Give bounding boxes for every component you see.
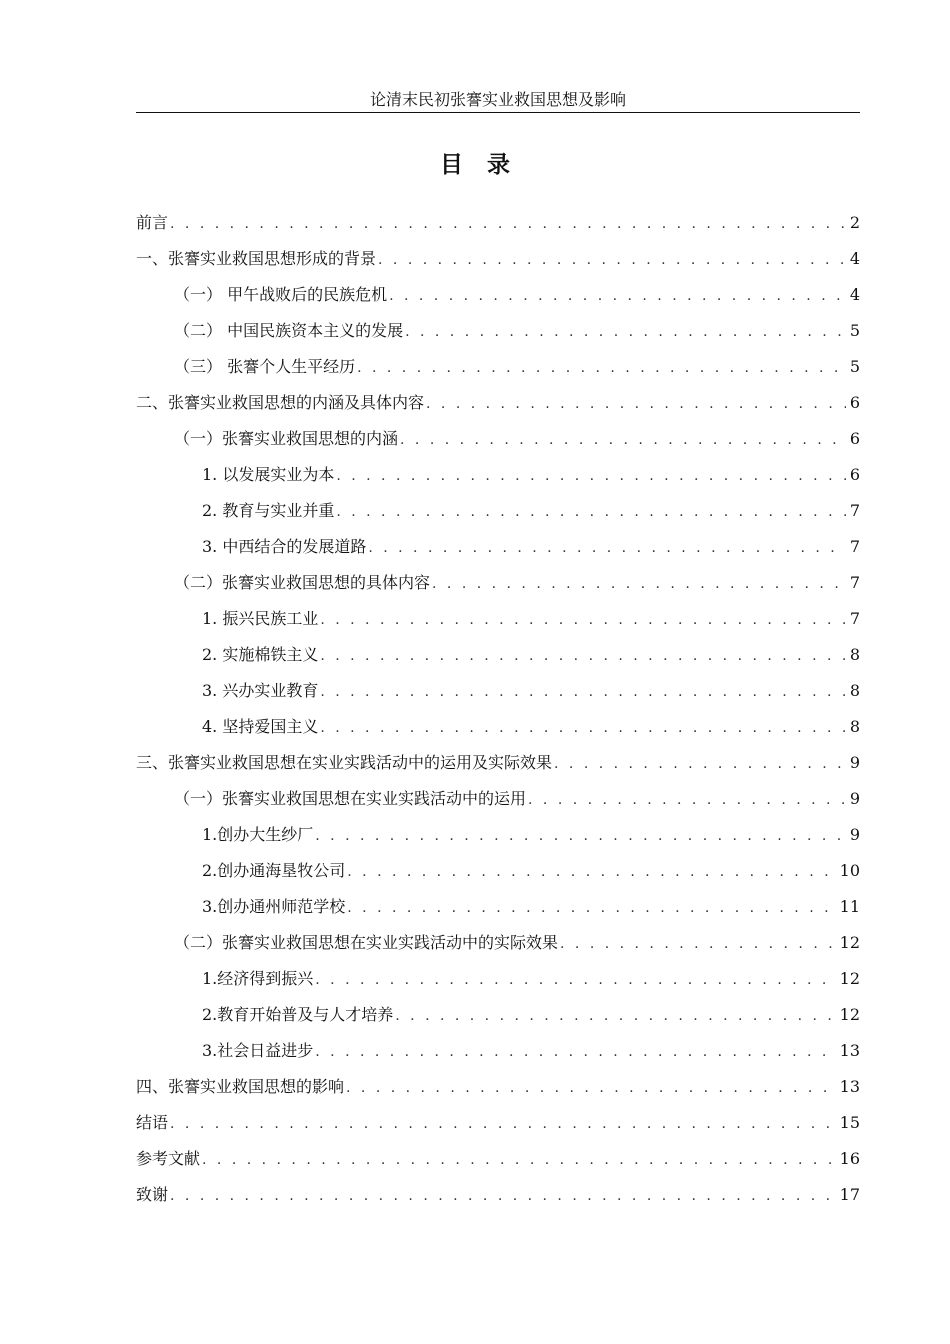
toc-leader-dots	[315, 1044, 837, 1060]
toc-entry-page-number: 16	[839, 1149, 860, 1168]
toc-entry-label: （一） 甲午战败后的民族危机	[174, 285, 388, 304]
toc-entry[interactable]	[136, 822, 860, 858]
toc-leader-dots	[202, 1152, 838, 1168]
toc-entry-label: （三） 张謇个人生平经历	[174, 357, 356, 376]
toc-leader-dots	[336, 468, 846, 484]
toc-entry-page-number: 10	[839, 861, 860, 880]
toc-leader-dots	[389, 288, 846, 304]
toc-entry-label: 2. 教育与实业并重	[202, 501, 335, 520]
toc-entry[interactable]	[136, 498, 860, 534]
toc-entry[interactable]	[136, 930, 860, 966]
toc-entry[interactable]	[136, 1146, 860, 1182]
toc-entry[interactable]	[136, 642, 860, 678]
toc-entry-label: 前言	[136, 213, 169, 232]
toc-leader-dots	[320, 612, 846, 628]
toc-leader-dots	[315, 828, 846, 844]
toc-entry-page-number: 4	[849, 285, 860, 304]
toc-entry-page-number: 7	[849, 573, 860, 592]
toc-entry-label: 3. 中西结合的发展道路	[202, 537, 367, 556]
toc-leader-dots	[554, 756, 846, 772]
toc-leader-dots	[560, 936, 838, 952]
toc-entry-label: （二）张謇实业救国思想在实业实践活动中的实际效果	[174, 933, 559, 952]
toc-entry[interactable]	[136, 1110, 860, 1146]
toc-entry-label: （二） 中国民族资本主义的发展	[174, 321, 404, 340]
toc-leader-dots	[170, 1188, 838, 1204]
toc-entry-label: 2.教育开始普及与人才培养	[202, 1005, 394, 1024]
toc-title: 目录	[440, 152, 534, 178]
toc-entry[interactable]	[136, 750, 860, 786]
toc-leader-dots	[426, 396, 846, 412]
toc-entry-page-number: 9	[849, 789, 860, 808]
toc-entry-page-number: 12	[839, 1005, 860, 1024]
toc-entry-label: 2. 实施棉铁主义	[202, 645, 319, 664]
toc-entry[interactable]	[136, 570, 860, 606]
toc-leader-dots	[320, 648, 846, 664]
toc-entry-label: 3. 兴办实业教育	[202, 681, 319, 700]
toc-entry-label: 1. 振兴民族工业	[202, 609, 319, 628]
toc-entry-page-number: 6	[849, 393, 860, 412]
toc-entry-label: 四、张謇实业救国思想的影响	[136, 1077, 345, 1096]
toc-entry-page-number: 7	[849, 537, 860, 556]
toc-leader-dots	[320, 684, 846, 700]
toc-entry-label: 1.创办大生纱厂	[202, 825, 314, 844]
toc-leader-dots	[347, 864, 837, 880]
toc-entry[interactable]	[136, 282, 860, 318]
toc-entry-page-number: 4	[849, 249, 860, 268]
toc-leader-dots	[400, 432, 846, 448]
toc-entry[interactable]	[136, 210, 860, 246]
toc-leader-dots	[170, 216, 846, 232]
toc-entry[interactable]	[136, 678, 860, 714]
toc-entry-page-number: 12	[839, 933, 860, 952]
toc-entry-label: 二、张謇实业救国思想的内涵及具体内容	[136, 393, 425, 412]
toc-entry-page-number: 5	[849, 321, 860, 340]
toc-entry-label: 4. 坚持爱国主义	[202, 717, 319, 736]
toc-entry-label: 1. 以发展实业为本	[202, 465, 335, 484]
toc-entry[interactable]	[136, 534, 860, 570]
toc-leader-dots	[357, 360, 846, 376]
toc-leader-dots	[528, 792, 846, 808]
toc-entry-label: 致谢	[136, 1185, 169, 1204]
toc-entry-page-number: 13	[839, 1077, 860, 1096]
toc-entry[interactable]	[136, 714, 860, 750]
toc-entry-page-number: 6	[849, 465, 860, 484]
toc-entry-page-number: 13	[839, 1041, 860, 1060]
running-header: 论清末民初张謇实业救国思想及影响	[369, 90, 626, 109]
toc-entry-page-number: 8	[849, 717, 860, 736]
toc-entry[interactable]	[136, 246, 860, 282]
toc-leader-dots	[368, 540, 846, 556]
toc-entry-page-number: 5	[849, 357, 860, 376]
toc-leader-dots	[336, 504, 846, 520]
header-rule	[136, 112, 860, 113]
toc-leader-dots	[432, 576, 846, 592]
toc-entry-page-number: 15	[839, 1113, 860, 1132]
toc-leader-dots	[405, 324, 846, 340]
toc-entry[interactable]	[136, 354, 860, 390]
toc-entry-label: 一、张謇实业救国思想形成的背景	[136, 249, 377, 268]
toc-entry[interactable]	[136, 1038, 860, 1074]
toc-leader-dots	[395, 1008, 837, 1024]
toc-entry-label: 1.经济得到振兴	[202, 969, 314, 988]
toc-entry-page-number: 11	[839, 897, 860, 916]
toc-entry[interactable]	[136, 966, 860, 1002]
toc-entry-page-number: 8	[849, 681, 860, 700]
toc-entry[interactable]	[136, 318, 860, 354]
toc-leader-dots	[347, 900, 837, 916]
toc-entry-label: 2.创办通海垦牧公司	[202, 861, 346, 880]
toc-entry[interactable]	[136, 1002, 860, 1038]
toc-entry-page-number: 7	[849, 501, 860, 520]
toc-leader-dots	[378, 252, 846, 268]
toc-entry[interactable]	[136, 1182, 860, 1218]
toc-entry-label: 结语	[136, 1113, 169, 1132]
toc-entry-label: 3.创办通州师范学校	[202, 897, 346, 916]
toc-entry[interactable]	[136, 462, 860, 498]
toc-entry-page-number: 7	[849, 609, 860, 628]
toc-leader-dots	[346, 1080, 838, 1096]
toc-entry[interactable]	[136, 858, 860, 894]
toc-entry[interactable]	[136, 1074, 860, 1110]
toc-entry-page-number: 9	[849, 825, 860, 844]
toc-leader-dots	[315, 972, 837, 988]
toc-entry-label: （一）张謇实业救国思想在实业实践活动中的运用	[174, 789, 527, 808]
toc-entry[interactable]	[136, 786, 860, 822]
toc-entry-page-number: 9	[849, 753, 860, 772]
toc-entry[interactable]	[136, 426, 860, 462]
toc-entry-label: （二）张謇实业救国思想的具体内容	[174, 573, 431, 592]
toc-entry-label: 三、张謇实业救国思想在实业实践活动中的运用及实际效果	[136, 753, 553, 772]
toc-leader-dots	[320, 720, 846, 736]
toc-entry[interactable]	[136, 390, 860, 426]
toc-entry-label: （一）张謇实业救国思想的内涵	[174, 429, 399, 448]
toc-entry-label: 3.社会日益进步	[202, 1041, 314, 1060]
toc-entry-page-number: 17	[839, 1185, 860, 1204]
table-of-contents	[136, 210, 860, 1218]
toc-leader-dots	[170, 1116, 838, 1132]
toc-entry-page-number: 8	[849, 645, 860, 664]
toc-entry-page-number: 12	[839, 969, 860, 988]
toc-entry[interactable]	[136, 894, 860, 930]
toc-entry-page-number: 2	[849, 213, 860, 232]
toc-entry-page-number: 6	[849, 429, 860, 448]
toc-entry[interactable]	[136, 606, 860, 642]
toc-entry-label: 参考文献	[136, 1149, 201, 1168]
